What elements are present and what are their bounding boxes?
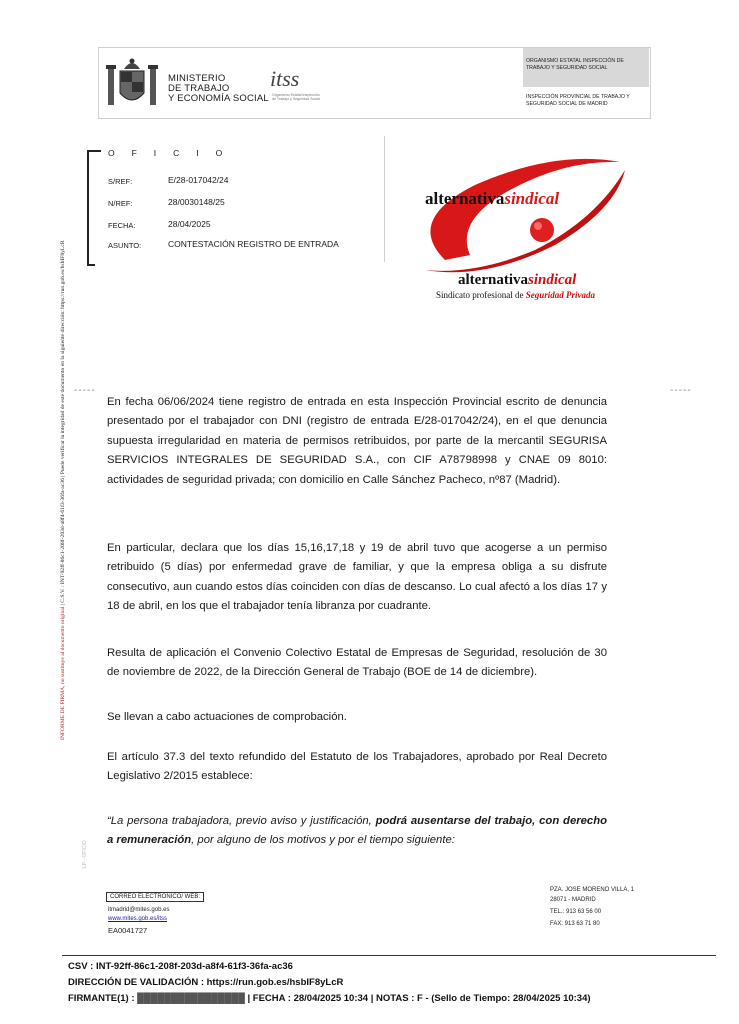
legal-quote: “La persona trabajadora, previo aviso y justificación, podrá ausentarse del trabajo, con derecho a remuneración, por alguno de los motivos y por el tiempo siguiente: — [107, 815, 607, 847]
date-value: 28/04/2025 — [168, 219, 211, 229]
sref-value: E/28-017042/24 — [168, 175, 229, 185]
subject-value: CONTESTACIÓN REGISTRO DE ENTRADA — [168, 239, 339, 249]
footer-rule — [62, 955, 716, 956]
oficio-title: OFICIO — [108, 148, 240, 158]
logo-subtitle: alternativasindical — [458, 272, 577, 288]
org-name-bottom: INSPECCIÓN PROVINCIAL DE TRABAJO Y SEGURIDAD SOCIAL DE MADRID — [526, 94, 630, 107]
itss-logo: itss — [270, 66, 300, 91]
logo-text-main: alternativasindical — [425, 189, 560, 208]
mail-label: CORREO ELECTRÓNICO/ WEB: — [106, 892, 204, 902]
logo-tagline: Sindicato profesional de Seguridad Privada — [436, 290, 595, 300]
subject-label: ASUNTO: — [108, 241, 142, 250]
bracket-bottom — [87, 264, 95, 266]
ministry-name: MINISTERIO DE TRABAJO Y ECONOMÍA SOCIAL — [168, 73, 269, 104]
bracket-line — [87, 150, 89, 266]
web-link[interactable]: www.mites.gob.es/itss — [108, 916, 168, 922]
org-name-top: ORGANISMO ESTATAL INSPECCIÓN DE TRABAJO Y SEGURIDAD SOCIAL — [526, 58, 624, 71]
csv-line: CSV : INT-92ff-86c1-208f-203d-a8f4-61f3-36fa-ac36 — [68, 961, 293, 972]
footer-code: EA0041727 — [108, 926, 148, 935]
nref-value: 28/0030148/25 — [168, 197, 225, 207]
bracket-top — [87, 150, 101, 152]
divider — [384, 136, 385, 262]
footer-form-code: LP - OFICIO — [82, 840, 88, 868]
validation-line: DIRECCIÓN DE VALIDACIÓN : https://run.gob.es/hsbIF8yLcR — [68, 977, 344, 988]
itss-subtitle: Organismo Estatal Inspección de Trabajo y Seguridad Social — [272, 93, 320, 101]
side-verification-text: INFORME DE FIRMA, no sustituye al documento original | C.S.V. : INT-92ff-86c1-208f-203d-a8f4-61f3-36fa-ac36 | Puede verificar la integridad de este documento en la siguiente dirección: https://run.gob.es/hsbIF8yLcR — [60, 240, 66, 740]
paragraph-1: En fecha 06/06/2024 tiene registro de entrada en esta Inspección Provincial escrito de denuncia presentado por el trabajador con DNI (registro de entrada E/28-017042/24), en el que denuncia supuesta irregularidad en materia de permisos retribuidos, por parte de la mercantil SEGURISA SERVICIOS INTEGRALES DE SEGURIDAD S.A., con CIF A78798998 y CNAE 09 8010: actividades de seguridad privada; con domicilio en Calle Sánchez Pacheco, nº87 (Madrid). — [107, 396, 607, 486]
email-text: itmadrid@mites.gob.es — [108, 907, 170, 913]
date-label: FECHA: — [108, 221, 136, 230]
paragraph-5: El artículo 37.3 del texto refundido del Estatuto de los Trabajadores, aprobado por Real Decreto Legislativo 2/2015 establece: — [107, 751, 607, 783]
fold-mark-right: ----- — [670, 385, 692, 396]
paragraph-3: Resulta de aplicación el Convenio Colectivo Estatal de Empresas de Seguridad, resolución de 30 de noviembre de 2022, de la Dirección General de Trabajo (BOE de 14 de diciembre). — [107, 647, 607, 679]
fold-mark-left: ----- — [74, 385, 96, 396]
nref-label: N/REF: — [108, 199, 133, 208]
paragraph-4: Se llevan a cabo actuaciones de comprobación. — [107, 711, 347, 723]
paragraph-2: En particular, declara que los días 15,16,17,18 y 19 de abril tuvo que acogerse a un permiso retribuido (5 días) por enfermedad grave de familiar, y que la empresa obliga a su disfrute consecutivo, aun cuando estos días coinciden con días de descanso. Lo cual afectó a los días 17 y 18 de abril, en los que el trabajador tenía libranza por cuadrante. — [107, 542, 607, 613]
sref-label: S/REF: — [108, 177, 133, 186]
signer-line: FIRMANTE(1) : ████████████████ | FECHA : 28/04/2025 10:34 | NOTAS : F - (Sello de Tiempo: 28/04/2025 10:34) — [68, 993, 591, 1004]
alternativa-sindical-logo — [415, 150, 630, 278]
address-block: PZA. JOSE MORENO VILLA, 1 28071 - MADRID TEL.: 913 63 56 00 FAX: 913 63 71 80 — [550, 887, 635, 927]
coat-of-arms-icon — [104, 55, 160, 113]
